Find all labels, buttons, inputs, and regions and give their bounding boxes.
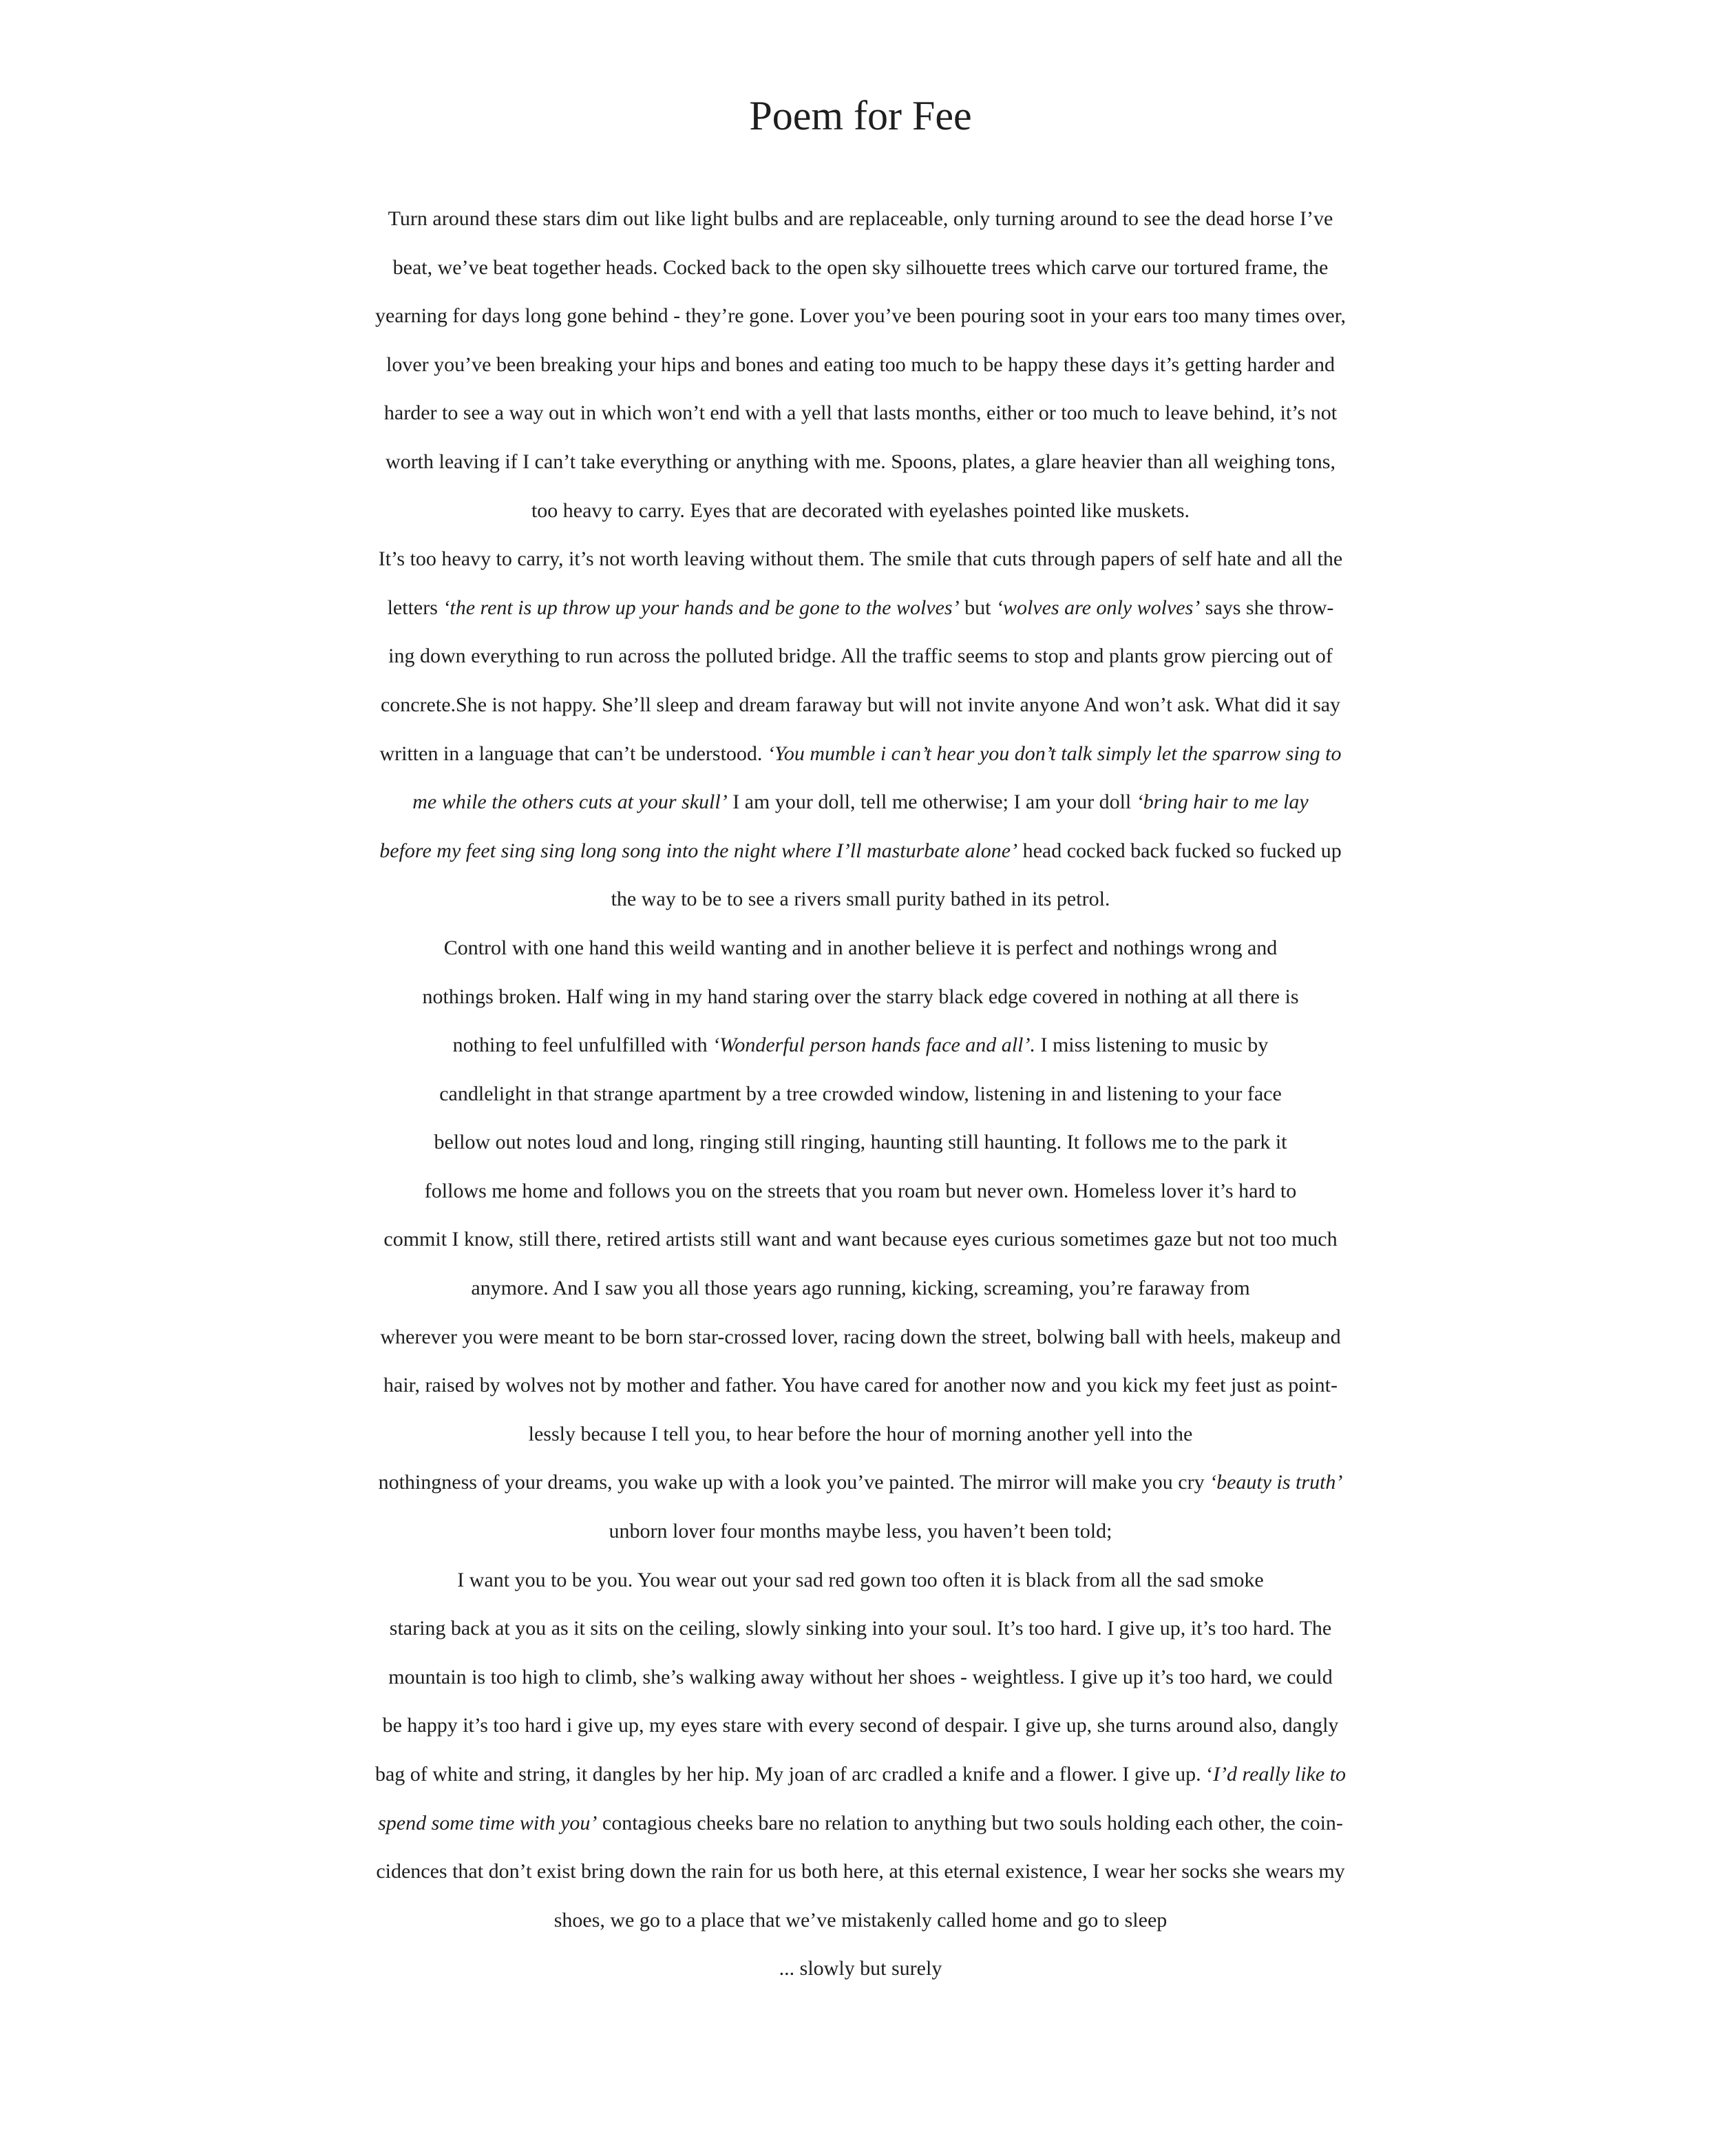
poem-line bbox=[0, 535, 1721, 584]
poem-text: but bbox=[959, 596, 996, 619]
poem-text: I want you to be you. You wear out your sad red gown too often it is black from all the sad smoke bbox=[457, 1568, 1264, 1591]
poem-text: worth leaving if I can’t take everything or anything with me. Spoons, plates, a glare heavier than all weighing tons, bbox=[386, 450, 1335, 473]
poem-quote: ‘You mumble i can’t hear you don’t talk simply let the sparrow sing to bbox=[767, 742, 1342, 765]
poem-text: nothing to feel unfulfilled with bbox=[452, 1034, 713, 1057]
poem-text: follows me home and follows you on the streets that you roam but never own. Homeless lover it’s hard to bbox=[424, 1179, 1297, 1202]
poem-line bbox=[0, 827, 1721, 876]
poem-line bbox=[0, 1604, 1721, 1653]
poem-line bbox=[0, 487, 1721, 536]
poem-text: mountain is too high to climb, she’s walking away without her shoes - weightless. I give up it’s too hard, we could bbox=[388, 1665, 1333, 1688]
poem-quote: ‘bring hair to me lay bbox=[1136, 791, 1309, 814]
poem-text: staring back at you as it sits on the ceiling, slowly sinking into your soul. It’s too hard. I give up, it’s too hard. The bbox=[389, 1617, 1332, 1640]
poem-quote: ‘wolves are only wolves’ bbox=[995, 596, 1201, 619]
poem-line bbox=[0, 292, 1721, 341]
poem-text: unborn lover four months maybe less, you haven’t been told; bbox=[609, 1520, 1112, 1543]
poem-text: head cocked back fucked so fucked up bbox=[1017, 839, 1342, 862]
poem-line bbox=[0, 1702, 1721, 1750]
poem-text: be happy it’s too hard i give up, my eyes stare with every second of despair. I give up, she turns around also, dangly bbox=[382, 1714, 1339, 1737]
poem-line bbox=[0, 1215, 1721, 1264]
poem-line bbox=[0, 1313, 1721, 1362]
poem-line bbox=[0, 1799, 1721, 1848]
poem-text: ing down everything to run across the polluted bridge. All the traffic seems to stop and plants grow piercing out of bbox=[388, 645, 1333, 668]
poem-text: cidences that don’t exist bring down the rain for us both here, at this eternal existence, I wear her socks she wears my bbox=[376, 1860, 1345, 1883]
poem-quote: ‘the rent is up throw up your hands and be gone to the wolves’ bbox=[443, 596, 960, 619]
poem-line bbox=[0, 1458, 1721, 1507]
poem-line bbox=[0, 1945, 1721, 1993]
poem-line bbox=[0, 632, 1721, 681]
poem-line bbox=[0, 1896, 1721, 1945]
poem-line bbox=[0, 681, 1721, 730]
poem-text: lover you’ve been breaking your hips and bones and eating too much to be happy these days it’s getting harder and bbox=[386, 353, 1335, 376]
poem-quote: spend some time with you’ bbox=[378, 1811, 598, 1834]
poem-line bbox=[0, 1556, 1721, 1605]
poem-line bbox=[0, 341, 1721, 390]
poem-text: I miss listening to music by bbox=[1035, 1034, 1269, 1057]
poem-text: bellow out notes loud and long, ringing still ringing, haunting still haunting. It follows me to the park it bbox=[434, 1131, 1287, 1154]
poem-text: too heavy to carry. Eyes that are decorated with eyelashes pointed like muskets. bbox=[531, 499, 1190, 522]
poem-text: anymore. And I saw you all those years ago running, kicking, screaming, you’re faraway from bbox=[471, 1277, 1250, 1300]
poem-text: Control with one hand this weild wanting and in another believe it is perfect and nothings wrong and bbox=[443, 936, 1278, 959]
poem-quote: ‘Wonderful person hands face and all’. bbox=[712, 1034, 1035, 1057]
poem-line bbox=[0, 1070, 1721, 1119]
poem-text: harder to see a way out in which won’t end with a yell that lasts months, either or too much to leave behind, it’s not bbox=[383, 401, 1338, 425]
poem-line bbox=[0, 973, 1721, 1022]
poem-text: nothingness of your dreams, you wake up with a look you’ve painted. The mirror will make you cry bbox=[378, 1471, 1210, 1494]
poem-text: says she throw- bbox=[1200, 596, 1334, 619]
poem-text: candlelight in that strange apartment by a tree crowded window, listening in and listening to your face bbox=[439, 1082, 1282, 1105]
poem-text: beat, we’ve beat together heads. Cocked back to the open sky silhouette trees which carve our tortured frame, the bbox=[392, 255, 1329, 279]
poem-text: shoes, we go to a place that we’ve mistakenly called home and go to sleep bbox=[553, 1908, 1168, 1932]
poem-line bbox=[0, 1361, 1721, 1410]
poem-text: nothings broken. Half wing in my hand staring over the starry black edge covered in nothing at all there is bbox=[422, 985, 1299, 1008]
poem-line bbox=[0, 1118, 1721, 1167]
poem-line bbox=[0, 244, 1721, 293]
poem-text: I am your doll, tell me otherwise; I am your doll bbox=[727, 791, 1137, 814]
poem-line bbox=[0, 1167, 1721, 1216]
poem-line bbox=[0, 1653, 1721, 1702]
poem-text: commit I know, still there, retired artists still want and want because eyes curious sometimes gaze but not too much bbox=[383, 1228, 1338, 1251]
poem-line bbox=[0, 924, 1721, 973]
poem-text: contagious cheeks bare no relation to anything but two souls holding each other, the coin- bbox=[597, 1811, 1343, 1834]
poem-text: yearning for days long gone behind - they’re gone. Lover you’ve been pouring soot in your ears too many times over, bbox=[374, 304, 1347, 328]
poem-text: written in a language that can’t be understood. bbox=[379, 742, 768, 765]
poem-line bbox=[0, 1410, 1721, 1459]
poem-line bbox=[0, 875, 1721, 924]
poem-quote: before my feet sing sing long song into the night where I’ll masturbate alone’ bbox=[379, 839, 1018, 862]
poem-line bbox=[0, 195, 1721, 244]
poem-quote: me while the others cuts at your skull’ bbox=[412, 791, 728, 814]
poem-text: bag of white and string, it dangles by her hip. My joan of arc cradled a knife and a flower. I give up. ‘ bbox=[374, 1763, 1214, 1786]
poem-line bbox=[0, 1264, 1721, 1313]
poem-line bbox=[0, 584, 1721, 633]
poem-line bbox=[0, 1750, 1721, 1799]
poem-line bbox=[0, 438, 1721, 487]
poem-line bbox=[0, 778, 1721, 827]
poem-text: It’s too heavy to carry, it’s not worth leaving without them. The smile that cuts through papers of self hate and all the bbox=[378, 547, 1343, 571]
poem-text: the way to be to see a rivers small purity bathed in its petrol. bbox=[611, 888, 1110, 911]
poem-quote: I’d really like to bbox=[1213, 1763, 1347, 1786]
poem-line bbox=[0, 1848, 1721, 1896]
poem-text: letters bbox=[387, 596, 443, 619]
poem-text: concrete.She is not happy. She’ll sleep and dream faraway but will not invite anyone And won’t ask. What did it say bbox=[380, 693, 1341, 716]
poem-text: Turn around these stars dim out like light bulbs and are replaceable, only turning around to see the dead horse I’ve bbox=[388, 207, 1333, 230]
poem-text: hair, raised by wolves not by mother and father. You have cared for another now and you kick my feet just as point- bbox=[383, 1374, 1338, 1397]
poem-title: Poem for Fee bbox=[749, 93, 972, 138]
poem-line bbox=[0, 1507, 1721, 1556]
poem-line bbox=[0, 1021, 1721, 1070]
poem-text: ... slowly but surely bbox=[779, 1957, 942, 1980]
poem-quote: ‘beauty is truth’ bbox=[1210, 1471, 1343, 1494]
poem-line bbox=[0, 389, 1721, 438]
poem-text: wherever you were meant to be born star-crossed lover, racing down the street, bolwing ball with heels, makeup and bbox=[380, 1325, 1341, 1348]
poem-text: lessly because I tell you, to hear before the hour of morning another yell into the bbox=[528, 1422, 1193, 1445]
poem-body bbox=[0, 195, 1721, 1993]
poem-line bbox=[0, 730, 1721, 779]
